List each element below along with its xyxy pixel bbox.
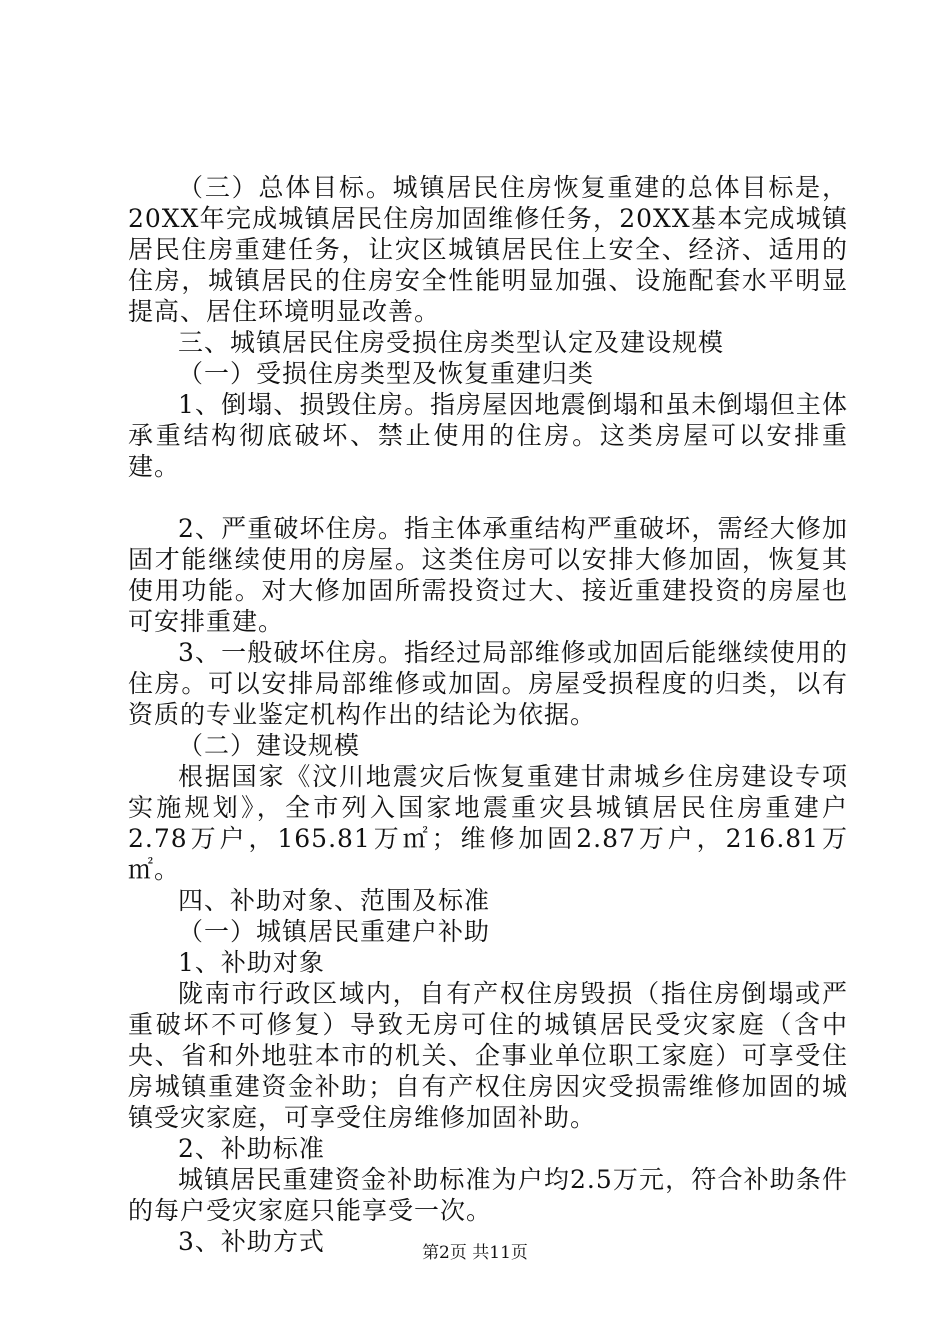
paragraph-subsidy-target: 陇南市行政区域内，自有产权住房毁损（指住房倒塌或严重破坏不可修复）导致无房可住的城镇居民受灾家庭（含中央、省和外地驻本市的机关、企事业单位职工家庭）可享受住房城镇重建资金补助；自有产权住房因灾受损需维修加固的城镇受灾家庭，可享受住房维修加固补助。 [128,979,848,1132]
heading-subsidy-standard: 2、补助标准 [178,1134,325,1163]
heading-rebuild-subsidy: （一）城镇居民重建户补助 [178,917,491,946]
paragraph-collapsed-housing: 1、倒塌、损毁住房。指房屋因地震倒塌和虽未倒塌但主体承重结构彻底破坏、禁止使用的住房。这类房屋可以安排重建。 [128,390,848,481]
paragraph-construction-scale: 根据国家《汶川地震灾后恢复重建甘肃城乡住房建设专项实施规划》，全市列入国家地震重灾县城镇居民住房重建户2.78万户，165.81万㎡；维修加固2.87万户，216.81万㎡。 [128,762,848,884]
heading-section-three: 三、城镇居民住房受损住房类型认定及建设规模 [178,328,725,357]
heading-construction-scale: （二）建设规模 [178,731,361,760]
paragraph-general-damage: 3、一般破坏住房。指经过局部维修或加固后能继续使用的住房。可以安排局部维修或加固。房屋受损程度的归类，以有资质的专业鉴定机构作出的结论为依据。 [128,638,848,729]
heading-section-four: 四、补助对象、范围及标准 [178,886,491,915]
heading-subsidy-method: 3、补助方式 [178,1227,325,1256]
heading-subsidy-target: 1、补助对象 [178,948,325,977]
heading-damage-types: （一）受损住房类型及恢复重建归类 [178,359,595,388]
paragraph-overall-goal: （三）总体目标。城镇居民住房恢复重建的总体目标是，20XX年完成城镇居民住房加固维修任务，20XX基本完成城镇居民住房重建任务，让灾区城镇居民住上安全、经济、适用的住房，城镇居民的住房安全性能明显加强、设施配套水平明显提高、居住环境明显改善。 [128,173,848,326]
paragraph-subsidy-standard: 城镇居民重建资金补助标准为户均2.5万元，符合补助条件的每户受灾家庭只能享受一次。 [128,1165,848,1225]
paragraph-severe-damage: 2、严重破坏住房。指主体承重结构严重破坏，需经大修加固才能继续使用的房屋。这类住房可以安排大修加固，恢复其使用功能。对大修加固所需投资过大、接近重建投资的房屋也可安排重建。 [128,514,848,636]
page-number-footer: 第2页 共11页 [422,1243,528,1263]
body-text [128,172,848,1257]
